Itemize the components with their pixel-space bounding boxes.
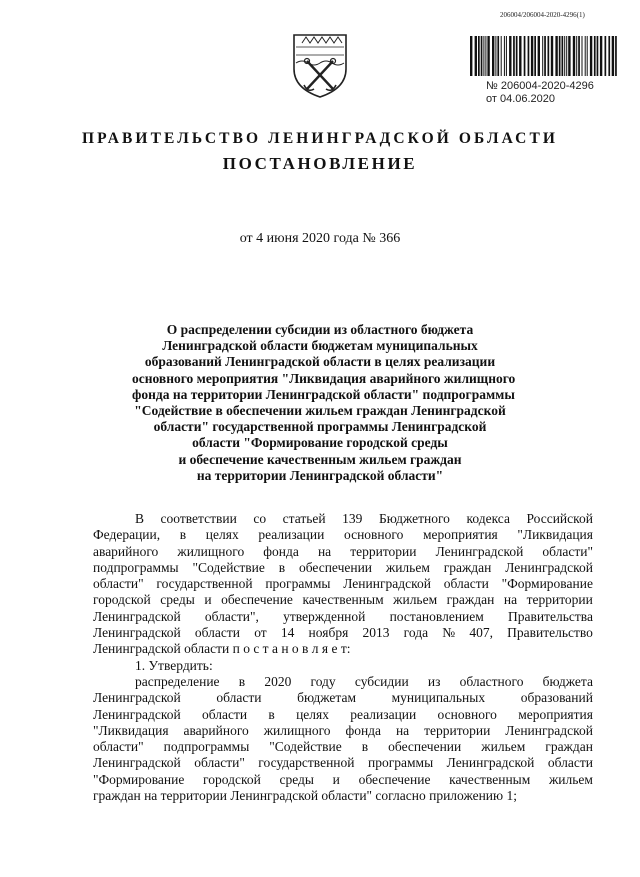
decree-body <box>93 511 593 804</box>
body-line: Федерации, в целях реализации основного мероприятия "Ликвидация <box>93 527 593 543</box>
body-line: Ленинградской области" государственной программы Ленинградской области <box>93 755 593 771</box>
body-line: подпрограммы "Содействие в обеспечении жильем граждан Ленинградской <box>93 559 593 575</box>
body-line: Ленинградской области от 14 ноября 2013 года № 407, Правительство <box>93 625 593 641</box>
registration-number: № 206004-2020-4296 <box>486 80 594 92</box>
body-line: городской среды и обеспечение качественным жильем граждан на территории <box>93 592 593 608</box>
body-line: "Ликвидация аварийного жилищного фонда на территории Ленинградской <box>93 722 593 738</box>
title-line: области "Формирование городской среды <box>192 435 448 451</box>
body-line: "Формирование городской среды и обеспечение качественным жильем <box>93 771 593 787</box>
body-line: области" государственной программы Ленинградской области "Формирование <box>93 576 593 592</box>
decree-title <box>132 322 516 484</box>
leningrad-oblast-coat-of-arms-icon <box>292 33 348 99</box>
government-name: ПРАВИТЕЛЬСТВО ЛЕНИНГРАДСКОЙ ОБЛАСТИ <box>81 130 559 147</box>
title-line: области" государственной программы Ленинградской <box>153 419 487 435</box>
body-line: Ленинградской области в целях реализации основного мероприятия <box>93 706 593 722</box>
body-line: распределение в 2020 году субсидии из областного бюджета <box>135 673 593 689</box>
body-line: граждан на территории Ленинградской области" согласно приложению 1; <box>93 788 517 804</box>
title-line: Ленинградской области бюджетам муниципальных <box>162 338 478 354</box>
decree-date-number: от 4 июня 2020 года № 366 <box>239 231 401 246</box>
title-line: основного мероприятия "Ликвидация аварийного жилищного <box>132 370 516 386</box>
registration-date: от 04.06.2020 <box>486 93 556 105</box>
body-line: Ленинградской области п о с т а н о в л я е т: <box>93 641 351 657</box>
title-line: образований Ленинградской области в целях реализации <box>144 354 496 370</box>
body-line: В соответствии со статьей 139 Бюджетного кодекса Российской <box>135 511 593 526</box>
registration-stamp <box>486 80 594 106</box>
title-line: фонда на территории Ленинградской области" подпрограммы <box>132 386 515 402</box>
document-id: 206004/206004-2020-4296(1) <box>500 11 585 19</box>
title-line: О распределении субсидии из областного бюджета <box>166 322 474 337</box>
body-line: Ленинградской области", утвержденной постановлением Правительства <box>93 608 593 624</box>
body-line: 1. Утвердить: <box>135 657 213 673</box>
body-line: аварийного жилищного фонда на территории Ленинградской области" <box>93 543 593 559</box>
body-line: Ленинградской области бюджетам муниципальных образований <box>93 690 593 706</box>
title-line: и обеспечение качественным жильем граждан <box>178 451 462 467</box>
body-line: области" подпрограммы "Содействие в обеспечении жильем граждан <box>93 739 593 755</box>
title-line: на территории Ленинградской области" <box>196 467 444 483</box>
document-type: ПОСТАНОВЛЕНИЕ <box>222 154 418 173</box>
barcode-icon <box>470 36 618 76</box>
title-line: "Содействие в обеспечении жильем граждан Ленинградской <box>134 403 506 419</box>
